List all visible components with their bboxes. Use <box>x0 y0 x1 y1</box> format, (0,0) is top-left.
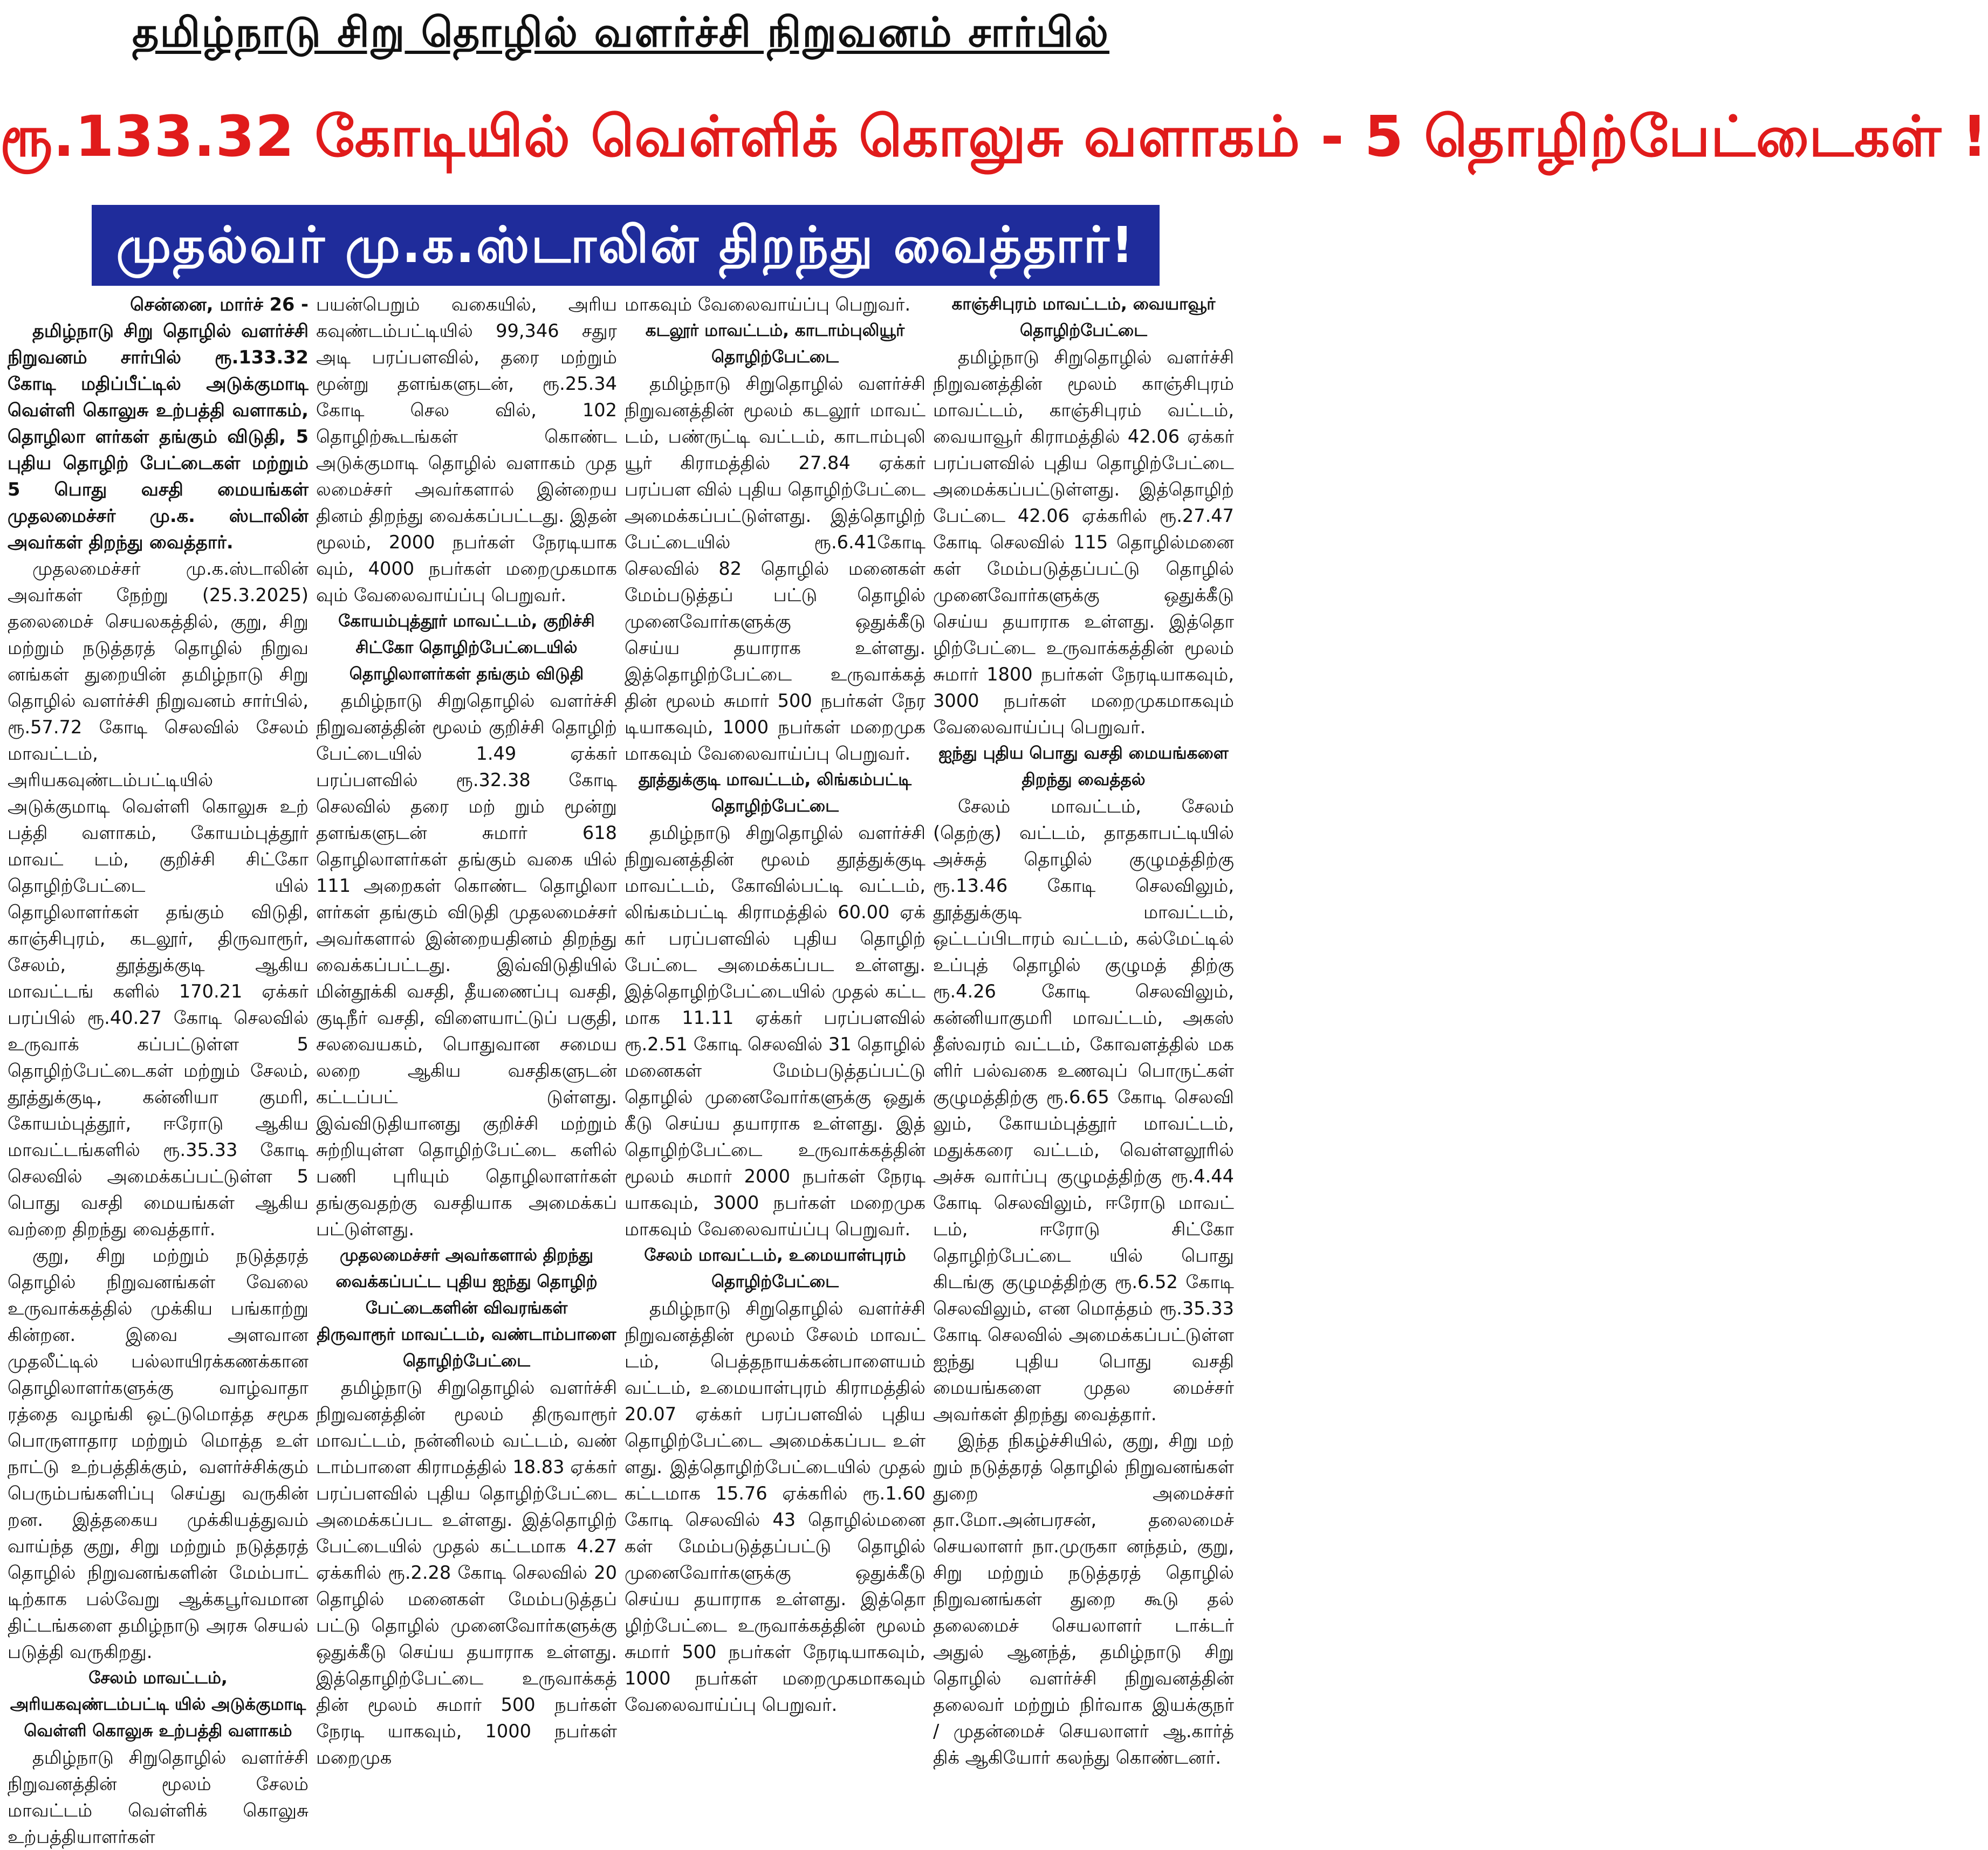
paragraph: இந்த நிகழ்ச்சியில், குறு, சிறு மற் றும் நடுத்தரத் தொழில் நிறுவனங்கள் துறை அமைச்சர் தா.மோ.அன்பரசன், தலைமைச் செயலாளர் நா.முருகா னந்தம், குறு, சிறு மற்றும் நடுத்தரத் தொழில் நிறுவனங்கள் துறை கூடு தல் தலைமைச் செயலாளர் டாக்டர் அதுல் ஆனந்த், தமிழ்நாடு சிறு தொழில் வளர்ச்சி நிறுவனத்தின் தலைவர் மற்றும் நிர்வாக இயக்குநர் / முதன்மைச் செயலாளர் ஆ.கார்த் திக் ஆகியோர் கலந்து கொண்டனர். <box>933 1430 1234 1768</box>
paragraph: தமிழ்நாடு சிறுதொழில் வளர்ச்சி நிறுவனத்தின் மூலம் குறிச்சி தொழிற் பேட்டையில் 1.49 ஏக்கர் பரப்பளவில் ரூ.32.38 கோடி செலவில் தரை மற் றும் மூன்று தளங்களுடன் சுமார் 618 தொழிலாளர்கள் தங்கும் வகை யில் 111 அறைகள் கொண்ட தொழிலா ளர்கள் தங்கும் விடுதி முதலமைச்சர் அவர்களால் இன்றையதினம் திறந்து வைக்கப்பட்டது. இவ்விடுதியில் மின்தூக்கி வசதி, தீயணைப்பு வசதி, குடிநீர் வசதி, விளையாட்டுப் பகுதி, சலவையகம், பொதுவான சமைய லறை ஆகிய வசதிகளுடன் கட்டப்பட் டுள்ளது. இவ்விடுதியானது குறிச்சி மற்றும் சுற்றியுள்ள தொழிற்பேட்டை களில் பணி புரியும் தொழிலாளர்கள் தங்குவதற்கு வசதியாக அமைக்கப் பட்டுள்ளது. <box>316 690 617 1240</box>
paragraph: தமிழ்நாடு சிறுதொழில் வளர்ச்சி நிறுவனத்தின் மூலம் சேலம் மாவட் டம், பெத்தநாயக்கன்பாளையம் வட்டம், உமையாள்புரம் கிராமத்தில் 20.07 ஏக்கர் பரப்பளவில் புதிய தொழிற்பேட்டை அமைக்கப்பட உள் ளது. இத்தொழிற்பேட்டையில் முதல் கட்டமாக 15.76 ஏக்கரில் ரூ.1.60 கோடி செலவில் 43 தொழில்மனை கள் மேம்படுத்தப்பட்டு தொழில் முனைவோர்களுக்கு ஒதுக்கீடு செய்ய தயாராக உள்ளது. இத்தொ ழிற்பேட்டை உருவாக்கத்தின் மூலம் சுமார் 500 நபர்கள் நேரடியாகவும், 1000 நபர்கள் மறைமுகமாகவும் வேலைவாய்ப்பு பெறுவர். <box>625 1298 926 1715</box>
paragraph: தமிழ்நாடு சிறுதொழில் வளர்ச்சி நிறுவனத்தின் மூலம் கடலூர் மாவட் டம், பண்ருட்டி வட்டம், காடாம்புலி யூர் கிராமத்தில் 27.84 ஏக்கர் பரப்பள வில் புதிய தொழிற்பேட்டை அமைக்கப்பட்டுள்ளது. இத்தொழிற் பேட்டையில் ரூ.6.41கோடி செலவில் 82 தொழில் மனைகள் மேம்படுத்தப் பட்டு தொழில் முனைவோர்களுக்கு ஒதுக்கீடு செய்ய தயாராக உள்ளது. இத்தொழிற்பேட்டை உருவாக்கத் தின் மூலம் சுமார் 500 நபர்கள் நேர டியாகவும், 1000 நபர்கள் மறைமுக மாகவும் வேலைவாய்ப்பு பெறுவர். <box>625 373 926 764</box>
paragraph: பயன்பெறும் வகையில், அரிய கவுண்டம்பட்டியில் 99,346 சதுர அடி பரப்பளவில், தரை மற்றும் மூன்று தளங்களுடன், ரூ.25.34 கோடி செல வில், 102 தொழிற்கூடங்கள் கொண்ட அடுக்குமாடி தொழில் வளாகம் முத லமைச்சர் அவர்களால் இன்றைய தினம் திறந்து வைக்கப்பட்டது. இதன் மூலம், 2000 நபர்கள் நேரடியாக வும், 4000 நபர்கள் மறைமுகமாக வும் வேலைவாய்ப்பு பெறுவர். <box>316 294 617 606</box>
section-heading: திருவாரூர் மாவட்டம், வண்டாம்பாளை தொழிற்பேட்டை <box>317 1325 616 1371</box>
lead-paragraph: தமிழ்நாடு சிறு தொழில் வளர்ச்சி நிறுவனம் சார்பில் ரூ.133.32 கோடி மதிப்பீட்டில் அடுக்குமாடி வெள்ளி கொலுசு உற்பத்தி வளாகம், தொழிலா ளர்கள் தங்கும் விடுதி, 5 புதிய தொழிற் பேட்டைகள் மற்றும் 5 பொது வசதி மையங்கள் முதலமைச்சர் மு.க. ஸ்டாலின் அவர்கள் திறந்து வைத்தார். <box>8 320 309 553</box>
column-3 <box>625 291 926 1715</box>
paragraph: மாகவும் வேலைவாய்ப்பு பெறுவர். <box>625 294 911 315</box>
paragraph: தமிழ்நாடு சிறுதொழில் வளர்ச்சி நிறுவனத்தின் மூலம் திருவாரூர் மாவட்டம், நன்னிலம் வட்டம், வண் டாம்பாளை கிராமத்தில் 18.83 ஏக்கர் பரப்பளவில் புதிய தொழிற்பேட்டை அமைக்கப்பட உள்ளது. இத்தொழிற் பேட்டையில் முதல் கட்டமாக 4.27 ஏக்கரில் ரூ.2.28 கோடி செலவில் 20 தொழில் மனைகள் மேம்படுத்தப் பட்டு தொழில் முனைவோர்களுக்கு ஒதுக்கீடு செய்ய தயாராக உள்ளது. இத்தொழிற்பேட்டை உருவாக்கத் தின் மூலம் சுமார் 500 நபர்கள் நேரடி யாகவும், 1000 நபர்கள் மறைமுக <box>316 1377 617 1768</box>
paragraph: தமிழ்நாடு சிறுதொழில் வளர்ச்சி நிறுவனத்தின் மூலம் சேலம் மாவட்டம் வெள்ளிக் கொலுசு உற்பத்தியாளர்கள் <box>8 1747 309 1847</box>
section-heading: சேலம் மாவட்டம், உமையாள்புரம் தொழிற்பேட்டை <box>644 1246 906 1291</box>
section-heading: கோயம்புத்தூர் மாவட்டம், குறிச்சி சிட்கோ தொழிற்பேட்டையில் தொழிலாளர்கள் தங்கும் விடுதி <box>338 611 595 684</box>
paragraph: சேலம் மாவட்டம், சேலம் (தெற்கு) வட்டம், தாதகாபட்டியில் அச்சுத் தொழில் குழுமத்திற்கு ரூ.13.46 கோடி செலவிலும், தூத்துக்குடி மாவட்டம், ஒட்டப்பிடாரம் வட்டம், கல்மேட்டில் உப்புத் தொழில் குழுமத் திற்கு ரூ.4.26 கோடி செலவிலும், கன்னியாகுமரி மாவட்டம், அகஸ் தீஸ்வரம் வட்டம், கோவளத்தில் மக ளிர் பல்வகை உணவுப் பொருட்கள் குழுமத்திற்கு ரூ.6.65 கோடி செலவி லும், கோயம்புத்தூர் மாவட்டம், மதுக்கரை வட்டம், வெள்ளலூரில் அச்சு வார்ப்பு குழுமத்திற்கு ரூ.4.44 கோடி செலவிலும், ஈரோடு மாவட் டம், ஈரோடு சிட்கோ தொழிற்பேட்டை யில் பொது கிடங்கு குழுமத்திற்கு ரூ.6.52 கோடி செலவிலும், என மொத்தம் ரூ.35.33 கோடி செலவில் அமைக்கப்பட்டுள்ள ஐந்து புதிய பொது வசதி மையங்களை முதல மைச்சர் அவர்கள் திறந்து வைத்தார். <box>933 796 1234 1425</box>
column-4 <box>933 291 1234 1768</box>
headline: ரூ.133.32 கோடியில் வெள்ளிக் கொலுசு வளாகம் - 5 தொழிற்பேட்டைகள் ! <box>0 104 1988 169</box>
paragraph: குறு, சிறு மற்றும் நடுத்தரத் தொழில் நிறுவனங்கள் வேலை உருவாக்கத்தில் முக்கிய பங்காற்று கின்றன. இவை அளவான முதலீட்டில் பல்லாயிரக்கணக்கான தொழிலாளர்களுக்கு வாழ்வாதா ரத்தை வழங்கி ஒட்டுமொத்த சமூக பொருளாதார மற்றும் மொத்த உள் நாட்டு உற்பத்திக்கும், வளர்ச்சிக்கும் பெரும்பங்களிப்பு செய்து வருகின் றன. இத்தகைய முக்கியத்துவம் வாய்ந்த குறு, சிறு மற்றும் நடுத்தரத் தொழில் நிறுவனங்களின் மேம்பாட் டிற்காக பல்வேறு ஆக்கபூர்வமான திட்டங்களை தமிழ்நாடு அரசு செயல் படுத்தி வருகிறது. <box>8 1245 309 1662</box>
column-1 <box>8 291 309 1847</box>
paragraph: தமிழ்நாடு சிறுதொழில் வளர்ச்சி நிறுவனத்தின் மூலம் காஞ்சிபுரம் மாவட்டம், காஞ்சிபுரம் வட்டம், வையாவூர் கிராமத்தில் 42.06 ஏக்கர் பரப்பளவில் புதிய தொழிற்பேட்டை அமைக்கப்பட்டுள்ளது. இத்தொழிற் பேட்டை 42.06 ஏக்கரில் ரூ.27.47 கோடி செலவில் 115 தொழில்மனை கள் மேம்படுத்தப்பட்டு தொழில் முனைவோர்களுக்கு ஒதுக்கீடு செய்ய தயாராக உள்ளது. இத்தொ ழிற்பேட்டை உருவாக்கத்தின் மூலம் சுமார் 1800 நபர்கள் நேரடியாகவும், 3000 நபர்கள் மறைமுகமாகவும் வேலைவாய்ப்பு பெறுவர். <box>933 347 1234 738</box>
paragraph: தமிழ்நாடு சிறுதொழில் வளர்ச்சி நிறுவனத்தின் மூலம் தூத்துக்குடி மாவட்டம், கோவில்பட்டி வட்டம், லிங்கம்பட்டி கிராமத்தில் 60.00 ஏக் கர் பரப்பளவில் புதிய தொழிற் பேட்டை அமைக்கப்பட உள்ளது. இத்தொழிற்பேட்டையில் முதல் கட்ட மாக 11.11 ஏக்கர் பரப்பளவில் ரூ.2.51 கோடி செலவில் 31 தொழில் மனைகள் மேம்படுத்தப்பட்டு தொழில் முனைவோர்களுக்கு ஒதுக் கீடு செய்ய தயாராக உள்ளது. இத் தொழிற்பேட்டை உருவாக்கத்தின் மூலம் சுமார் 2000 நபர்கள் நேரடி யாகவும், 3000 நபர்கள் மறைமுக மாகவும் வேலைவாய்ப்பு பெறுவர். <box>625 822 926 1240</box>
section-heading: சேலம் மாவட்டம், அரியகவுண்டம்பட்டி யில் அடுக்குமாடி வெள்ளி கொலுசு உற்பத்தி வளாகம் <box>10 1668 306 1741</box>
banner-subtitle: முதல்வர் மு.க.ஸ்டாலின் திறந்து வைத்தார்! <box>92 205 1160 286</box>
section-heading: கடலூர் மாவட்டம், காடாம்புலியூர் தொழிற்பேட்டை <box>645 321 905 367</box>
section-heading: முதலமைச்சர் அவர்களால் திறந்து வைக்கப்பட்ட புதிய ஐந்து தொழிற் பேட்டைகளின் விவரங்கள் <box>335 1246 598 1318</box>
column-2 <box>316 291 617 1768</box>
dateline: சென்னை, மார்ச் 26 - <box>130 294 309 315</box>
kicker-title: தமிழ்நாடு சிறு தொழில் வளர்ச்சி நிறுவனம் சார்பில் <box>132 8 1109 56</box>
section-heading: காஞ்சிபுரம் மாவட்டம், வையாவூர் தொழிற்பேட்டை <box>951 294 1216 340</box>
section-heading: ஐந்து புதிய பொது வசதி மையங்களை திறந்து வைத்தல் <box>938 744 1229 789</box>
section-heading: தூத்துக்குடி மாவட்டம், லிங்கம்பட்டி தொழிற்பேட்டை <box>639 770 911 816</box>
article-columns <box>8 291 1234 1847</box>
paragraph: முதலமைச்சர் மு.க.ஸ்டாலின் அவர்கள் நேற்று (25.3.2025) தலைமைச் செயலகத்தில், குறு, சிறு மற்றும் நடுத்தரத் தொழில் நிறுவ னங்கள் துறையின் தமிழ்நாடு சிறு தொழில் வளர்ச்சி நிறுவனம் சார்பில், ரூ.57.72 கோடி செலவில் சேலம் மாவட்டம், அரியகவுண்டம்பட்டியில் அடுக்குமாடி வெள்ளி கொலுசு உற் பத்தி வளாகம், கோயம்புத்தூர் மாவட் டம், குறிச்சி சிட்கோ தொழிற்பேட்டை யில் தொழிலாளர்கள் தங்கும் விடுதி, காஞ்சிபுரம், கடலூர், திருவாரூர், சேலம், தூத்துக்குடி ஆகிய மாவட்டங் களில் 170.21 ஏக்கர் பரப்பில் ரூ.40.27 கோடி செலவில் உருவாக் கப்பட்டுள்ள 5 தொழிற்பேட்டைகள் மற்றும் சேலம், தூத்துக்குடி, கன்னியா குமரி, கோயம்புத்தூர், ஈரோடு ஆகிய மாவட்டங்களில் ரூ.35.33 கோடி செலவில் அமைக்கப்பட்டுள்ள 5 பொது வசதி மையங்கள் ஆகிய வற்றை திறந்து வைத்தார். <box>8 558 309 1240</box>
